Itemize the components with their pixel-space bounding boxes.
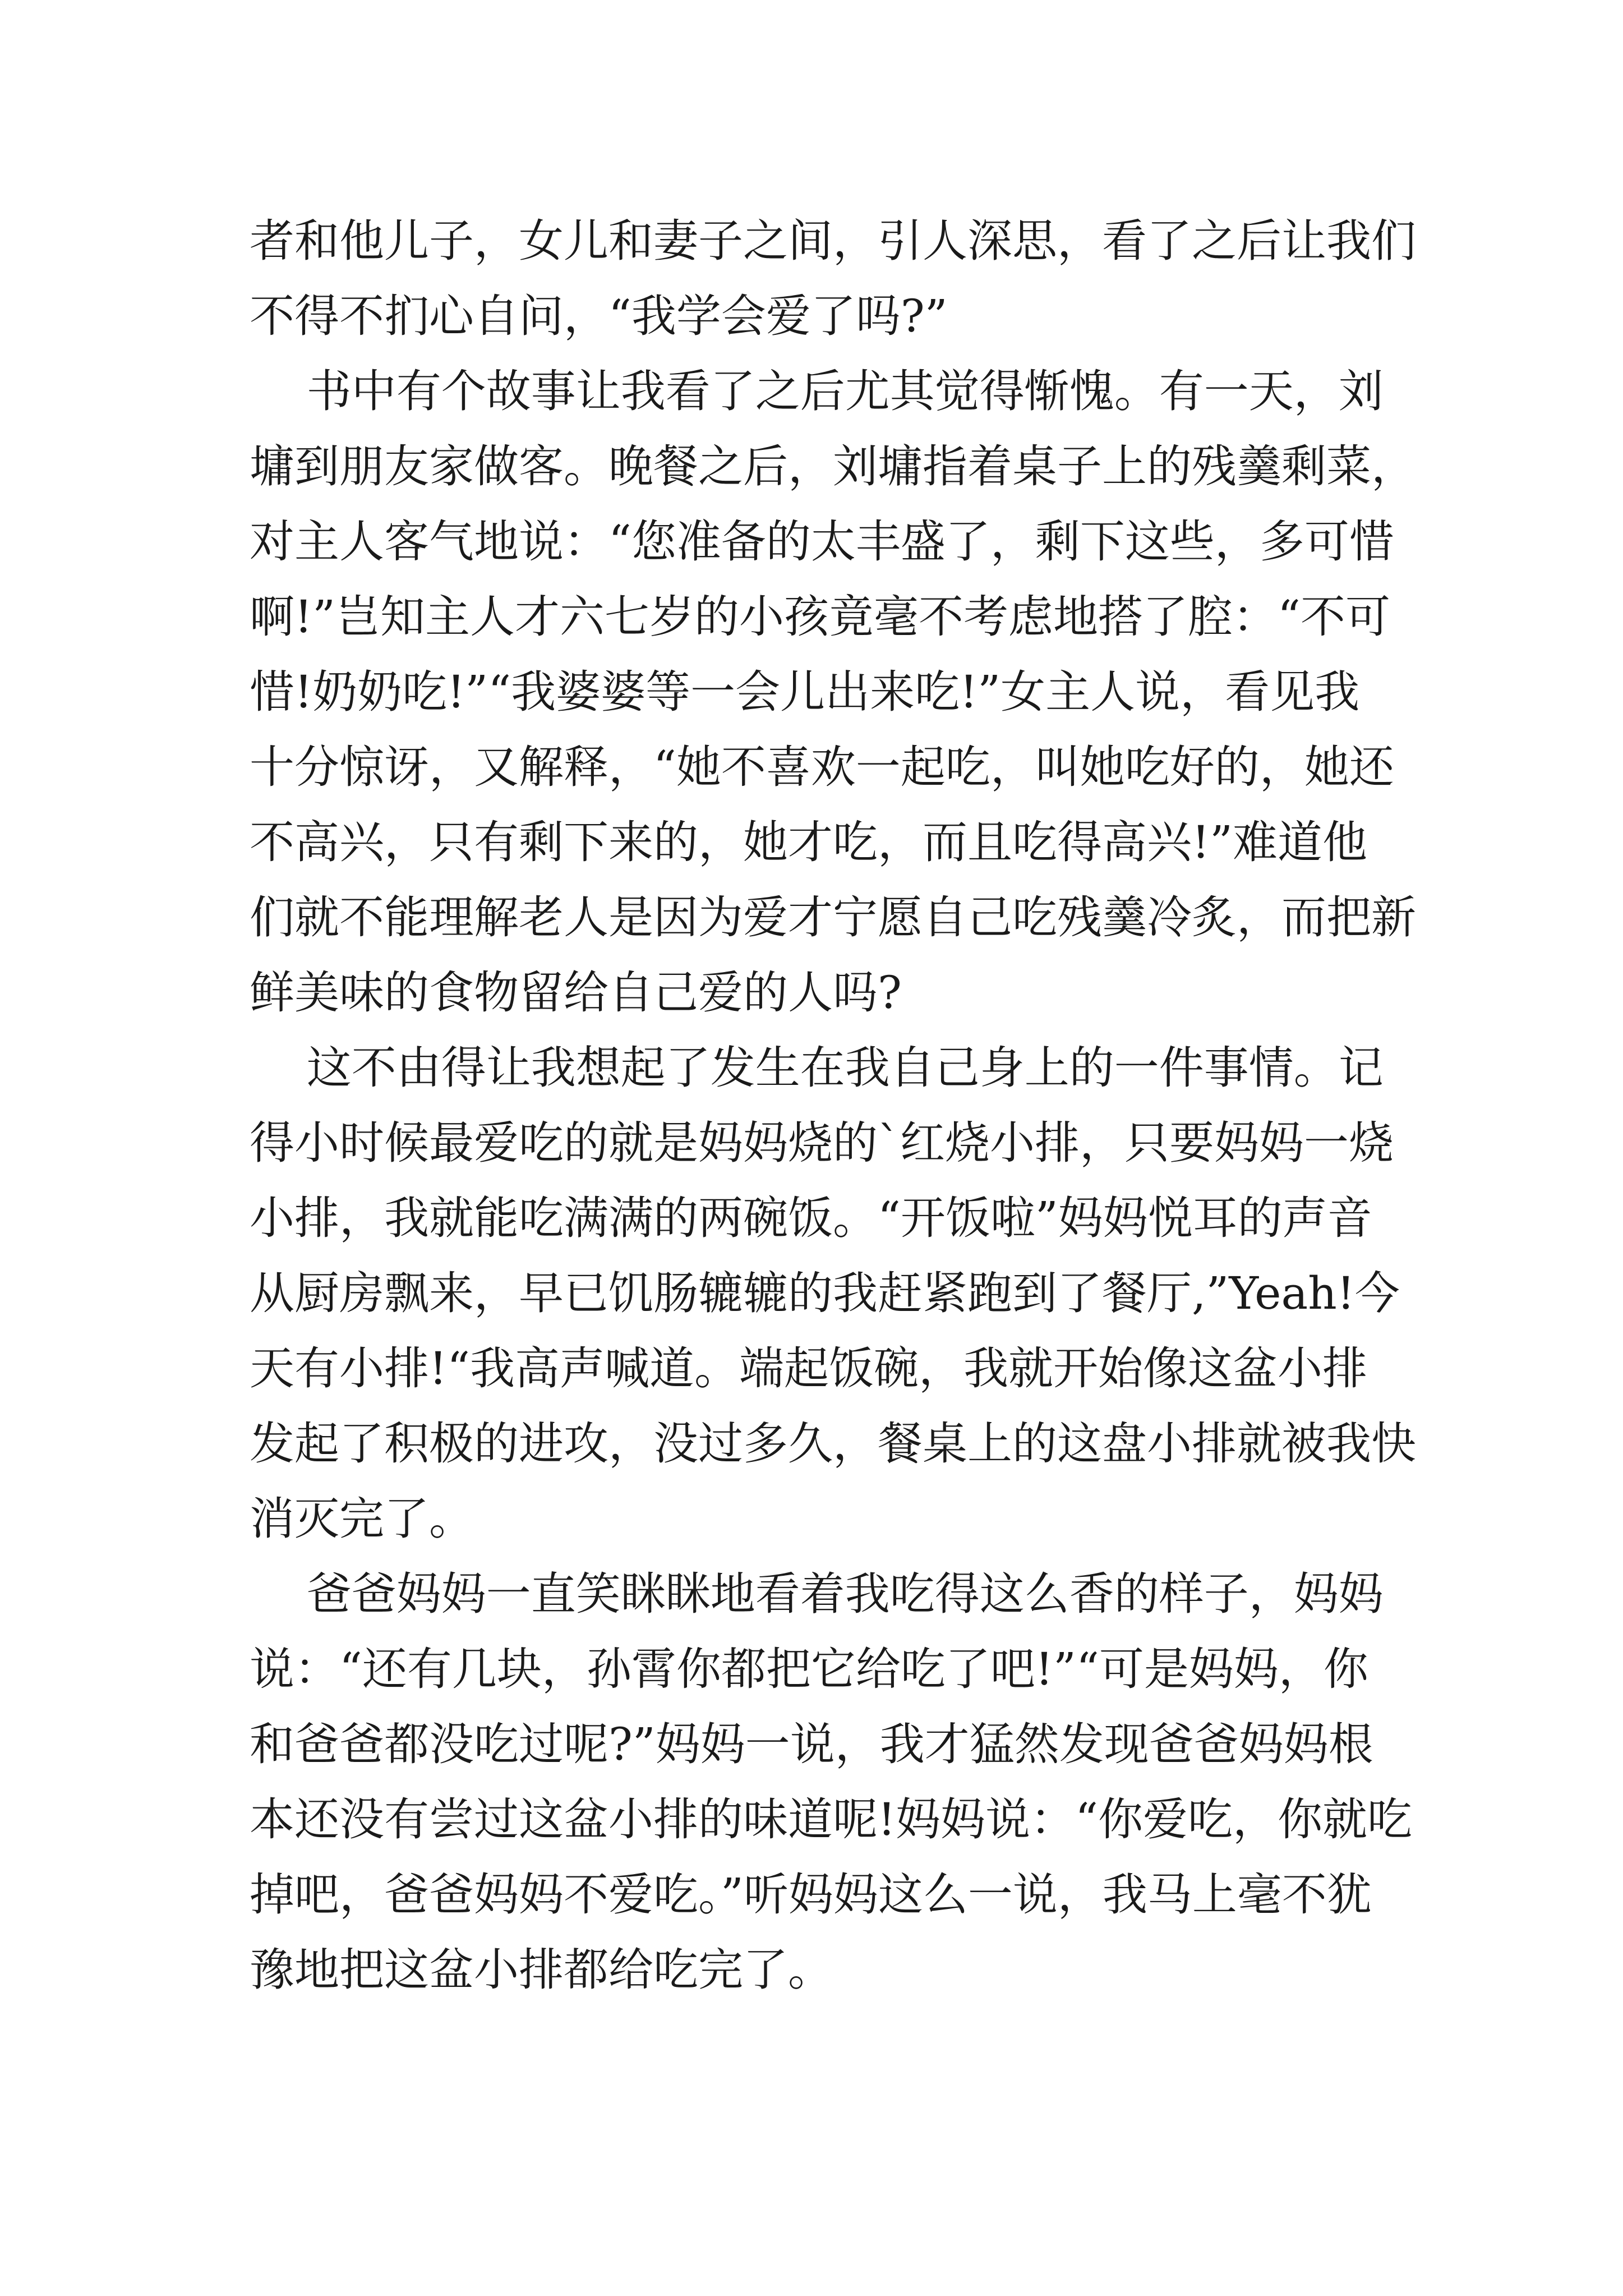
text-line: 消灭完了。	[250, 1493, 474, 1545]
text-line: 十分惊讶，又解释，“她不喜欢一起吃，叫她吃好的，她还	[250, 741, 1394, 793]
text-line: 书中有个故事让我看了之后尤其觉得惭愧。有一天，刘	[250, 365, 1384, 417]
text-line: 爸爸妈妈一直笑眯眯地看着我吃得这么香的样子，妈妈	[250, 1568, 1384, 1620]
text-line: 这不由得让我想起了发生在我自己身上的一件事情。记	[250, 1042, 1384, 1094]
text-line: 不高兴，只有剩下来的，她才吃，而且吃得高兴!”难道他	[250, 816, 1368, 868]
text-line: 天有小排!“我高声喊道。端起饭碗，我就开始像这盆小排	[250, 1342, 1368, 1395]
text-line: 和爸爸都没吃过呢?”妈妈一说，我才猛然发现爸爸妈妈根	[250, 1718, 1373, 1770]
text-line: 掉吧，爸爸妈妈不爱吃。”听妈妈这么一说，我马上毫不犹	[250, 1869, 1372, 1921]
text-line: 墉到朋友家做客。晚餐之后，刘墉指着桌子上的残羹剩菜，	[250, 440, 1416, 493]
text-line: 说：“还有几块，孙霄你都把它给吃了吧!”“可是妈妈，你	[250, 1643, 1368, 1695]
text-line: 者和他儿子，女儿和妻子之间，引人深思，看了之后让我们	[250, 215, 1416, 267]
text-line: 鲜美味的食物留给自己爱的人吗?	[250, 967, 902, 1019]
text-line: 对主人客气地说：“您准备的太丰盛了，剩下这些，多可惜	[250, 516, 1394, 568]
text-line: 惜!奶奶吃!”“我婆婆等一会儿出来吃!”女主人说，看见我	[250, 666, 1360, 718]
text-line: 发起了积极的进攻，没过多久，餐桌上的这盘小排就被我快	[250, 1418, 1416, 1470]
text-line: 豫地把这盆小排都给吃完了。	[250, 1944, 833, 1996]
text-line: 们就不能理解老人是因为爱才宁愿自己吃残羹冷炙，而把新	[250, 891, 1416, 944]
text-line: 得小时候最爱吃的就是妈妈烧的`红烧小排，只要妈妈一烧	[250, 1117, 1394, 1169]
text-line: 啊!”岂知主人才六七岁的小孩竟毫不考虑地搭了腔：“不可	[250, 591, 1390, 643]
text-line: 小排，我就能吃满满的两碗饭。“开饭啦”妈妈悦耳的声音	[250, 1192, 1372, 1244]
text-line: 不得不扪心自问，“我学会爱了吗?”	[250, 290, 948, 342]
text-line: 从厨房飘来，早已饥肠辘辘的我赶紧跑到了餐厅,”Yeah!今	[250, 1267, 1400, 1319]
text-line: 本还没有尝过这盆小排的味道呢!妈妈说：“你爱吃，你就吃	[250, 1793, 1413, 1846]
